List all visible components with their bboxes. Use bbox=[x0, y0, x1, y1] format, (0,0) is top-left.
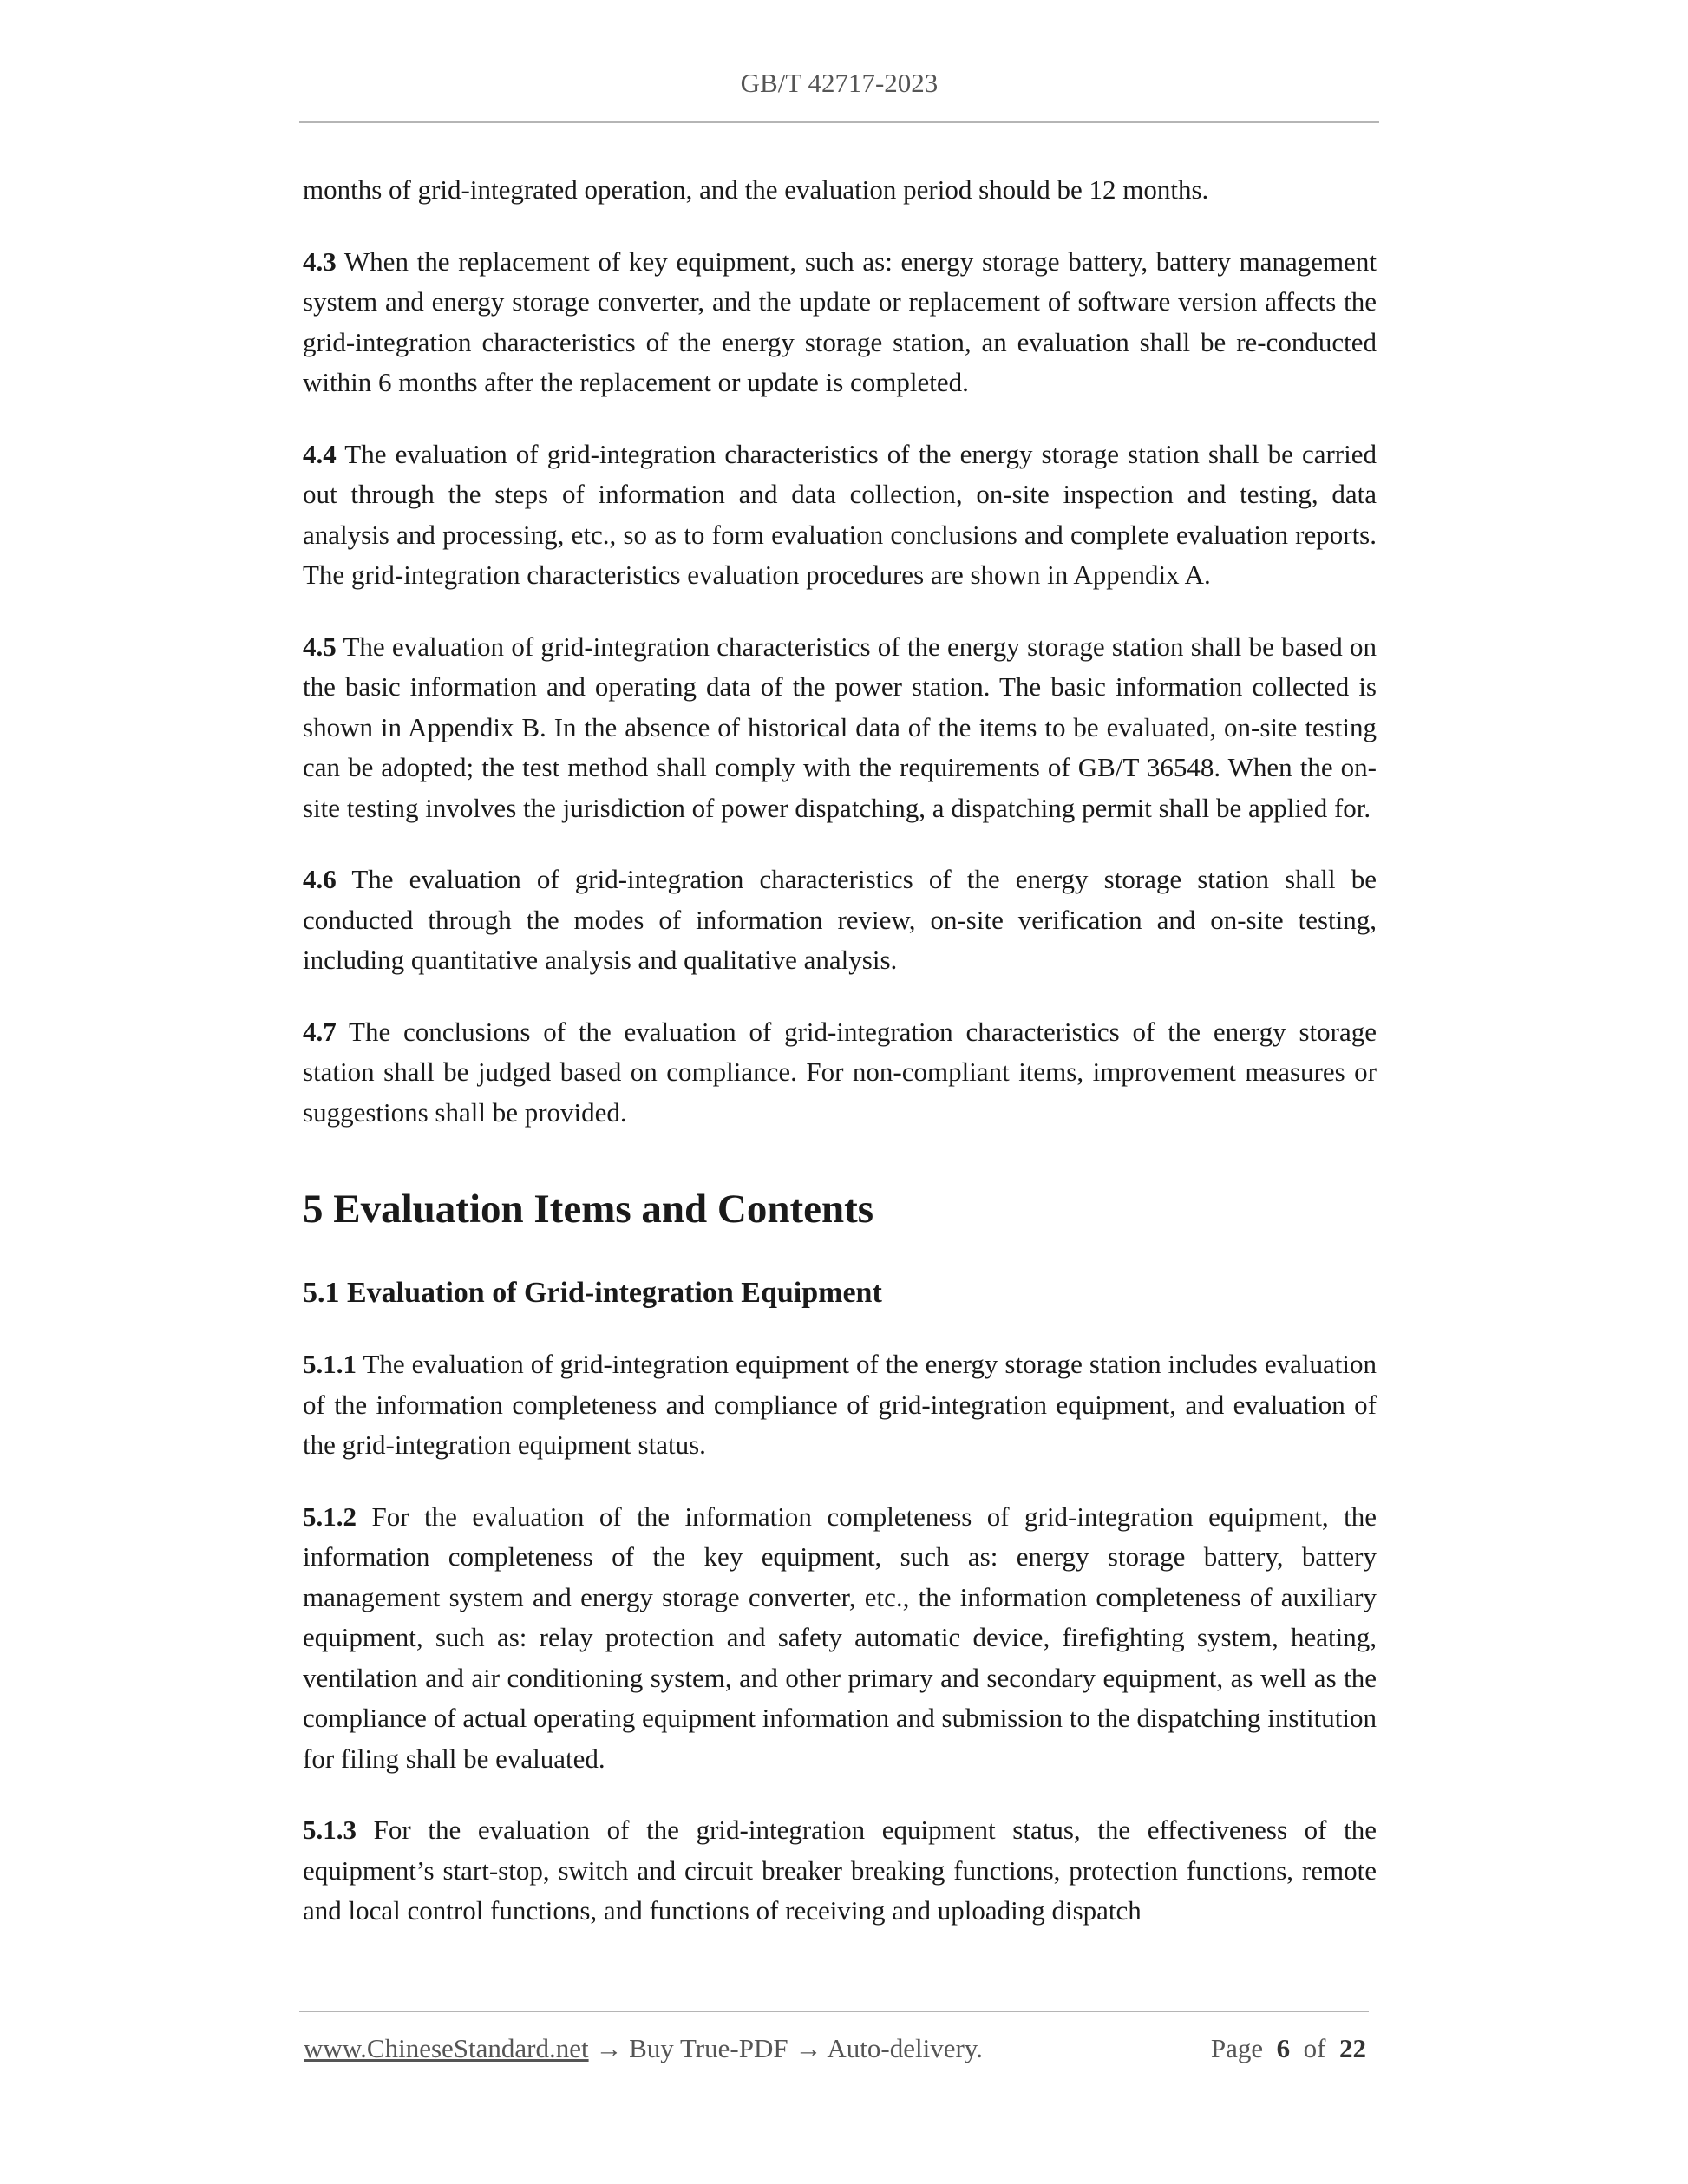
current-page: 6 bbox=[1276, 2033, 1291, 2063]
section-5-heading: 5 Evaluation Items and Contents bbox=[303, 1187, 874, 1232]
clause-4-5 bbox=[303, 627, 1377, 829]
arrow-right-icon: → bbox=[795, 2033, 822, 2063]
clause-number: 5.1.1 bbox=[303, 1349, 357, 1379]
page-label: Page bbox=[1210, 2033, 1264, 2063]
clause-text: For the evaluation of the information completeness of grid-integration equipment, the information completeness of the key equipment, such as: energy storage battery, battery management system and energy storage converter, etc., the information completeness of auxiliary equipment, such as: relay protection and safety automatic device, firefighting system, heating, ventilation and air conditioning system, and other primary and secondary equipment, as well as the compliance of actual operating equipment information and submission to the dispatching institution for filing shall be evaluated. bbox=[303, 1501, 1377, 1774]
clause-text: For the evaluation of the grid-integration equipment status, the effectiveness of the equipment’s start-stop, switch and circuit breaker breaking functions, protection functions, remote and local control functions, and functions of receiving and uploading dispatch bbox=[303, 1815, 1377, 1926]
clause-text: The evaluation of grid-integration characteristics of the energy storage station shall be conducted through the modes of information review, on-site verification and on-site testing, including quantitative analysis and qualitative analysis. bbox=[303, 864, 1377, 975]
page-indicator bbox=[1211, 2033, 1366, 2064]
clause-number: 4.7 bbox=[303, 1016, 337, 1047]
buy-pdf-text: Buy True-PDF bbox=[629, 2033, 788, 2063]
document-body bbox=[303, 170, 1377, 1963]
clause-5-1-1 bbox=[303, 1344, 1377, 1466]
clause-text: The conclusions of the evaluation of grid-integration characteristics of the energy storage station shall be judged based on compliance. For non-compliant items, improvement measures or suggestions shall be provided. bbox=[303, 1016, 1377, 1128]
clause-5-1-3 bbox=[303, 1810, 1377, 1932]
footer-divider bbox=[299, 2011, 1369, 2012]
clause-number: 5.1.2 bbox=[303, 1501, 357, 1532]
clause-4-3 bbox=[303, 242, 1377, 403]
clause-4-6 bbox=[303, 860, 1377, 981]
clause-text: The evaluation of grid-integration characteristics of the energy storage station shall be carried out through the steps of information and data collection, on-site inspection and testing, data analysis and processing, etc., so as to form evaluation conclusions and complete evaluation reports. The grid-integration characteristics evaluation procedures are shown in Appendix A. bbox=[303, 438, 1377, 590]
clause-number: 4.3 bbox=[303, 245, 337, 277]
auto-delivery-text: Auto-delivery. bbox=[827, 2033, 984, 2063]
clause-number: 5.1.3 bbox=[303, 1815, 357, 1845]
footer-promo bbox=[304, 2033, 983, 2064]
clause-number: 4.6 bbox=[303, 864, 337, 894]
section-5-1-heading: 5.1 Evaluation of Grid-integration Equipment bbox=[303, 1277, 882, 1309]
paragraph-continued bbox=[303, 170, 1377, 211]
clause-4-7 bbox=[303, 1012, 1377, 1134]
clause-text: The evaluation of grid-integration equipment of the energy storage station includes evaluation of the information completeness and compliance of grid-integration equipment, and evaluation of the grid-integration equipment status. bbox=[303, 1349, 1377, 1460]
standard-number: GB/T 42717-2023 bbox=[740, 68, 939, 98]
page-of: of bbox=[1303, 2033, 1326, 2063]
clause-5-1-2 bbox=[303, 1497, 1377, 1780]
clause-text: The evaluation of grid-integration characteristics of the energy storage station shall be based on the basic information and operating data of the power station. The basic information collected is shown in Appendix B. In the absence of historical data of the items to be evaluated, on-site testing can be adopted; the test method shall comply with the requirements of GB/T 36548. When the on-site testing involves the jurisdiction of power dispatching, a dispatching permit shall be applied for. bbox=[303, 631, 1377, 823]
header-divider bbox=[299, 121, 1379, 123]
document-header bbox=[299, 68, 1379, 99]
website-link[interactable]: www.ChineseStandard.net bbox=[304, 2033, 589, 2063]
clause-number: 4.5 bbox=[303, 631, 337, 662]
paragraph-text: months of grid-integrated operation, and the evaluation period should be 12 months. bbox=[303, 174, 1209, 205]
arrow-right-icon: → bbox=[595, 2033, 623, 2063]
clause-4-4 bbox=[303, 435, 1377, 596]
total-pages: 22 bbox=[1339, 2033, 1366, 2063]
clause-number: 4.4 bbox=[303, 438, 337, 469]
clause-text: When the replacement of key equipment, such as: energy storage battery, battery management system and energy storage converter, and the update or replacement of software version affects the grid-integration characteristics of the energy storage station, an evaluation shall be re-conducted within 6 months after the replacement or update is completed. bbox=[303, 245, 1377, 397]
